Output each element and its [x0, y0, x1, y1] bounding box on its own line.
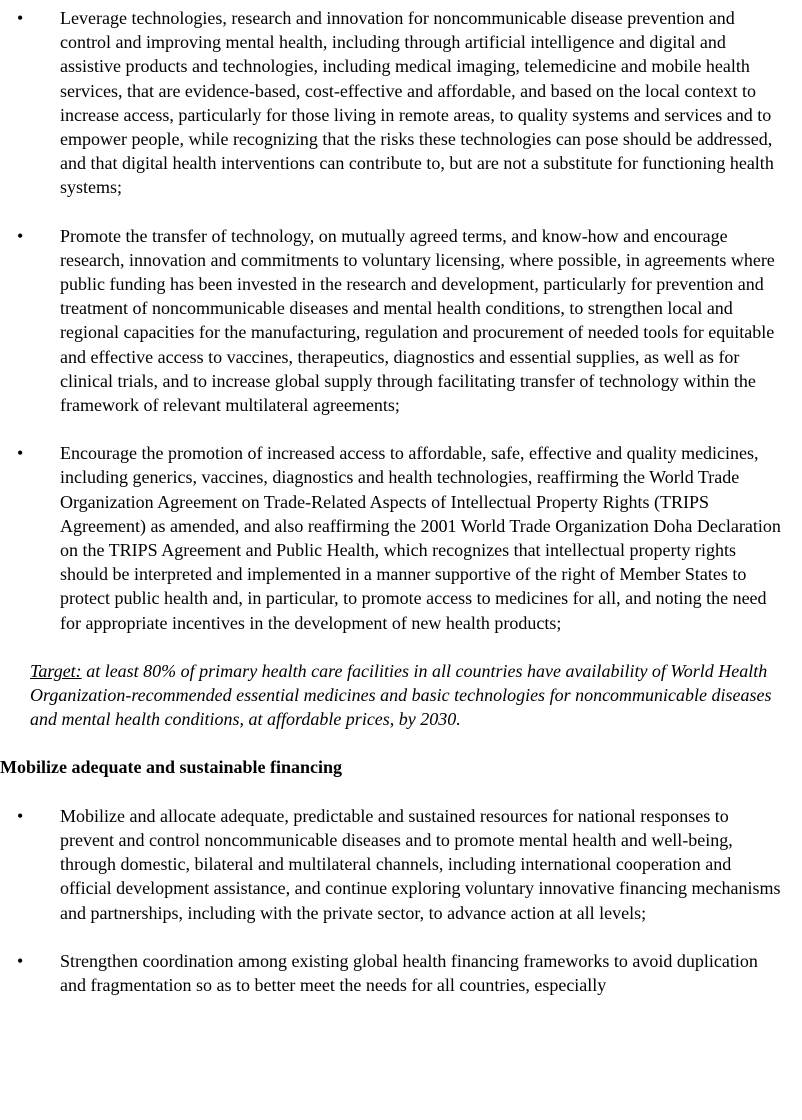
target-paragraph	[30, 659, 802, 732]
list-item	[0, 949, 802, 997]
list-item	[0, 224, 802, 418]
bullet-icon: •	[17, 443, 24, 464]
target-text: at least 80% of primary health care facilities in all countries have availability of World Health Organization-recommended essential medicines and basic technologies for noncommunicable diseases and mental health conditions, at affordable prices, by 2030.	[30, 660, 772, 730]
list-item	[0, 441, 802, 635]
list-item	[0, 6, 802, 200]
section-heading: Mobilize adequate and sustainable financing	[0, 757, 343, 778]
list-item-text: Leverage technologies, research and innovation for noncommunicable disease prevention and control and improving mental health, including through artificial intelligence and digital and assistive products and technologies, including medical imaging, telemedicine and mobile health services, that are evidence-based, cost-effective and affordable, and based on the local context to increase access, particularly for those living in remote areas, to quality systems and services and to empower people, while recognizing that the risks these technologies can pose should be addressed, and that digital health interventions can contribute to, but are not a substitute for functioning health systems;	[60, 8, 774, 198]
list-item-text: Encourage the promotion of increased access to affordable, safe, effective and quality medicines, including generics, vaccines, diagnostics and health technologies, reaffirming the World Trade Organization Agreement on Trade-Related Aspects of Intellectual Property Rights (TRIPS Agreement) as amended, and also reaffirming the 2001 World Trade Organization Doha Declaration on the TRIPS Agreement and Public Health, which recognizes that intellectual property rights should be interpreted and implemented in a manner supportive of the right of Member States to protect public health and, in particular, to promote access to medicines for all, and noting the need for appropriate incentives in the development of new health products;	[60, 443, 781, 633]
bullet-icon: •	[17, 950, 24, 971]
bullet-list-technology	[0, 6, 802, 635]
list-item	[0, 804, 802, 925]
list-item-text: Promote the transfer of technology, on mutually agreed terms, and know-how and encourage research, innovation and commitments to voluntary licensing, where possible, in agreements where public funding has been invested in the research and development, particularly for prevention and treatment of noncommunicable diseases and mental health conditions, to strengthen local and regional capacities for the manufacturing, regulation and procurement of needed tools for equitable and effective access to vaccines, therapeutics, diagnostics and essential supplies, as well as for clinical trials, and to increase global supply through facilitating transfer of technology within the framework of relevant multilateral agreements;	[60, 225, 775, 416]
list-item-text: Strengthen coordination among existing global health financing frameworks to avoid duplication and fragmentation so as to better meet the needs for all countries, especially	[60, 950, 758, 995]
list-item-text: Mobilize and allocate adequate, predictable and sustained resources for national responses to prevent and control noncommunicable diseases and to promote mental health and well-being, through domestic, bilateral and multilateral channels, including international cooperation and official development assistance, and continue exploring voluntary innovative financing mechanisms and partnerships, including with the private sector, to advance action at all levels;	[60, 805, 781, 923]
target-label: Target:	[30, 660, 82, 681]
bullet-icon: •	[17, 805, 24, 826]
bullet-icon: •	[17, 225, 24, 246]
bullet-icon: •	[17, 8, 24, 28]
document-page	[0, 6, 802, 997]
bullet-list-financing	[0, 804, 802, 997]
